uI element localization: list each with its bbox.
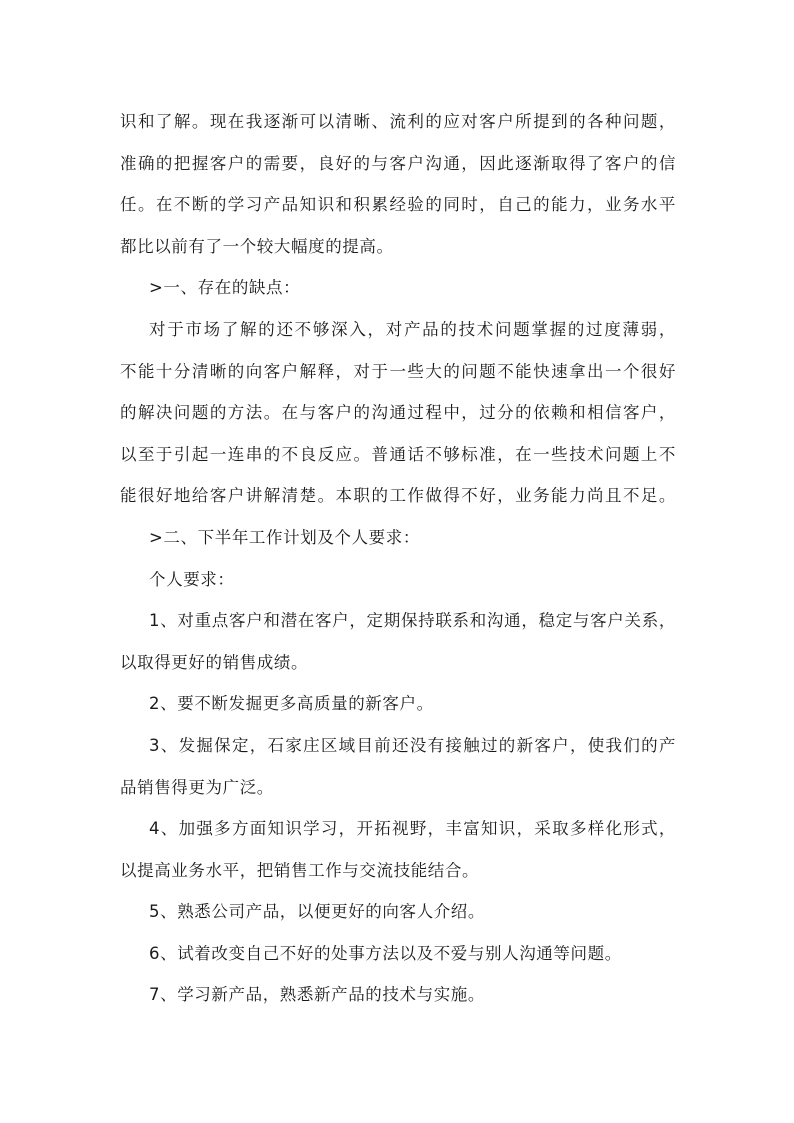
text-line: 都比以前有了一个较大幅度的提高。 (120, 236, 394, 256)
list-item-5: 5、熟悉公司产品，以便更好的向客人介绍。 (149, 902, 485, 922)
text-line: 能很好地给客户讲解清楚。本职的工作做得不好，业务能力尚且不足。 (120, 486, 676, 506)
text-line: 准确的把握客户的需要，良好的与客户沟通，因此逐渐取得了客户的信 (120, 153, 676, 173)
list-item-2: 2、要不断发掘更多高质量的新客户。 (149, 694, 434, 714)
list-item-4-continuation: 以提高业务水平，把销售工作与交流技能结合。 (120, 860, 480, 880)
list-item-4: 4、加强多方面知识学习，开拓视野，丰富知识，采取多样化形式， (149, 819, 676, 839)
list-item-7: 7、学习新产品，熟悉新产品的技术与实施。 (149, 985, 485, 1005)
text-line: 不能十分清晰的向客户解释，对于一些大的问题不能快速拿出一个很好 (120, 361, 676, 381)
document-body (120, 101, 676, 1016)
text-line: 以至于引起一连串的不良反应。普通话不够标准，在一些技术问题上不 (120, 444, 676, 464)
section-heading-work-plan: >二、下半年工作计划及个人要求： (149, 527, 420, 547)
text-line: 的解决问题的方法。在与客户的沟通过程中，过分的依赖和相信客户， (120, 403, 676, 423)
list-item-1-continuation: 以取得更好的销售成绩。 (120, 652, 309, 672)
list-item-3: 3、发掘保定，石家庄区域目前还没有接触过的新客户，使我们的产 (149, 735, 676, 755)
list-item-1: 1、对重点客户和潜在客户，定期保持联系和沟通，稳定与客户关系， (149, 611, 676, 631)
section-heading-shortcomings: >一、存在的缺点： (149, 278, 301, 298)
text-line: 对于市场了解的还不够深入，对产品的技术问题掌握的过度薄弱， (149, 319, 676, 339)
list-item-6: 6、试着改变自己不好的处事方法以及不爱与别人沟通等问题。 (149, 943, 622, 963)
text-line: 识和了解。现在我逐渐可以清晰、流利的应对客户所提到的各种问题， (120, 112, 676, 131)
subheading-personal-requirements: 个人要求： (149, 569, 235, 589)
text-line: 任。在不断的学习产品知识和积累经验的同时，自己的能力，业务水平 (120, 195, 676, 215)
list-item-3-continuation: 品销售得更为广泛。 (120, 777, 274, 797)
